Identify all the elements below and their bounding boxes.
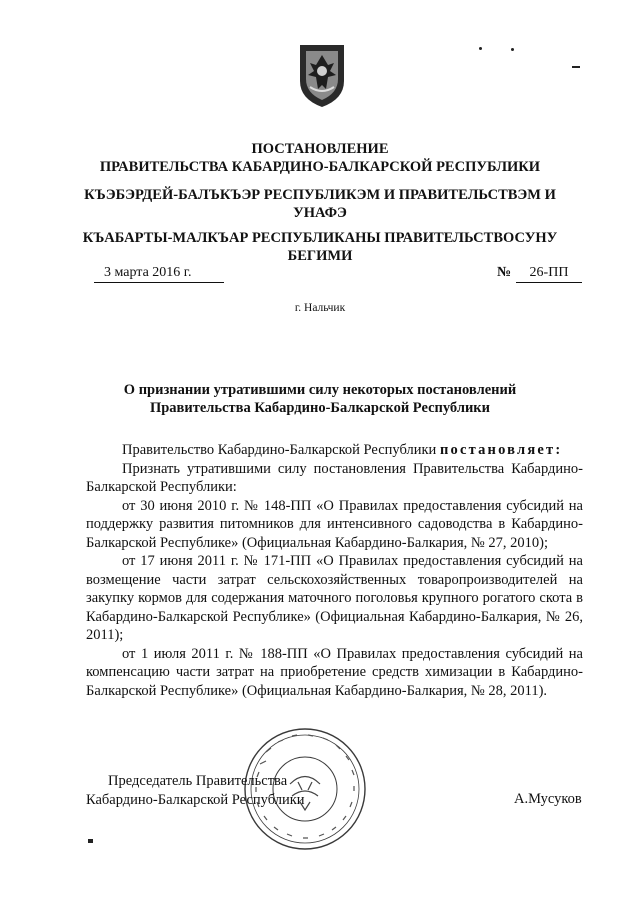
ink-mark (572, 66, 580, 68)
signature-title (86, 772, 305, 809)
header-line-5: КЪАБАРТЫ-МАЛКЪАР РЕСПУБЛИКАНЫ ПРАВИТЕЛЬСТВОСУНУ (82, 230, 558, 246)
intro-text: Правительство Кабардино-Балкарской Республики (122, 442, 440, 458)
title-line-2: Правительства Кабардино-Балкарской Республики (149, 400, 491, 416)
signature-title-line-2: Кабардино-Балкарской Республики (86, 791, 305, 808)
header-line-3: КЪЭБЭРДЕЙ-БАЛЪКЪЭР РЕСПУБЛИКЭМ И ПРАВИТЕЛЬСТВЭМ И (84, 187, 556, 203)
document-city: г. Нальчик (294, 302, 346, 314)
header-line-4: УНАФЭ (293, 205, 347, 221)
number-label: № (497, 265, 512, 280)
ink-mark (88, 839, 93, 843)
intro-paragraph (86, 441, 583, 460)
document-header-kabardian (0, 186, 640, 222)
paragraph-1: Признать утратившими силу постановления Правительства Кабардино-Балкарской Республики: (86, 460, 583, 495)
document-title (0, 381, 640, 417)
signatory-name: А.Мусуков (514, 791, 582, 807)
header-line-6: БЕГИМИ (287, 248, 353, 264)
document-number: 26-ПП (516, 264, 582, 283)
paragraph-3: от 17 июня 2011 г. № 171-ПП «О Правилах предоставления субсидий на возмещение части затрат сельскохозяйственных товаропроизводителей на закупку кормов для содержания маточного поголовья крупного рогатого скота в Кабардино-Балкарской Республике» (Официальная Кабардино-Балкария, № 26, 2011); (86, 553, 583, 643)
document-header-balkar (0, 229, 640, 265)
signature-title-line-1: Председатель Правительства (108, 773, 288, 789)
header-line-1: ПОСТАНОВЛЕНИЕ (251, 141, 389, 157)
document-date: 3 марта 2016 г. (94, 264, 224, 283)
document-header (0, 140, 640, 176)
ink-mark (479, 47, 482, 50)
header-line-2: ПРАВИТЕЛЬСТВА КАБАРДИНО-БАЛКАРСКОЙ РЕСПУБЛИКИ (99, 159, 541, 175)
title-line-1: О признании утратившими силу некоторых постановлений (123, 382, 517, 398)
paragraph-4: от 1 июля 2011 г. № 188-ПП «О Правилах предоставления субсидий на компенсацию части затрат на приобретение средств химизации в Кабардино-Балкарской Республике» (Официальная Кабардино-Балкария, № 28, 2011). (86, 645, 583, 699)
ink-mark (511, 48, 514, 51)
decree-word: постановляет: (439, 442, 563, 458)
document-body (86, 441, 583, 700)
paragraph-2: от 30 июня 2010 г. № 148-ПП «О Правилах предоставления субсидий на поддержку развития питомников для интенсивного садоводства в Кабардино-Балкарской Республике» (Официальная Кабардино-Балкария, № 27, 2010); (86, 497, 583, 551)
coat-of-arms-icon (296, 41, 348, 109)
